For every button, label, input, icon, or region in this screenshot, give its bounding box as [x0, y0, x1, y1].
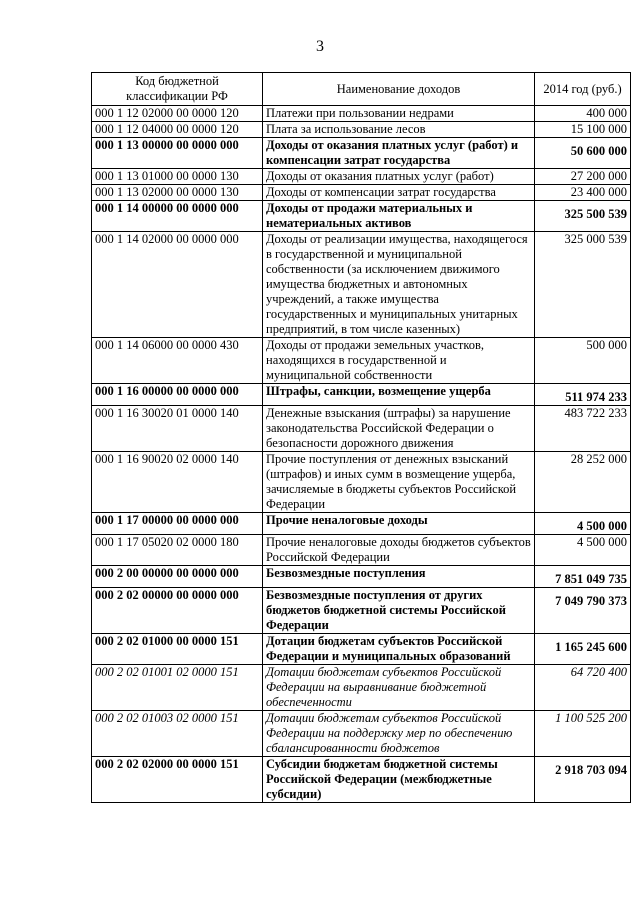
revenue-table [91, 72, 631, 803]
row-name: Дотации бюджетам субъектов Российской Федерации и муниципальных образований [263, 634, 535, 665]
row-amount: 325 500 539 [535, 201, 631, 232]
table-row [92, 757, 631, 803]
table-row [92, 384, 631, 406]
table-row [92, 169, 631, 185]
row-name: Доходы от оказания платных услуг (работ) [263, 169, 535, 185]
table-header-row [92, 73, 631, 106]
row-code: 000 1 13 00000 00 0000 000 [92, 138, 263, 169]
table-row [92, 566, 631, 588]
row-amount: 511 974 233 [535, 384, 631, 406]
row-amount: 64 720 400 [535, 665, 631, 711]
table-row [92, 711, 631, 757]
row-name: Доходы от оказания платных услуг (работ) и компенсации затрат государства [263, 138, 535, 169]
table-row [92, 406, 631, 452]
row-code: 000 1 16 30020 01 0000 140 [92, 406, 263, 452]
row-code: 000 1 16 00000 00 0000 000 [92, 384, 263, 406]
row-amount: 325 000 539 [535, 232, 631, 338]
row-name: Безвозмездные поступления от других бюджетов бюджетной системы Российской Федерации [263, 588, 535, 634]
row-amount: 2 918 703 094 [535, 757, 631, 803]
row-name: Безвозмездные поступления [263, 566, 535, 588]
row-name: Денежные взыскания (штрафы) за нарушение законодательства Российской Федерации о безопасности дорожного движения [263, 406, 535, 452]
table-row [92, 588, 631, 634]
table-row [92, 106, 631, 122]
row-amount: 483 722 233 [535, 406, 631, 452]
table-row [92, 452, 631, 513]
row-name: Прочие неналоговые доходы бюджетов субъектов Российской Федерации [263, 535, 535, 566]
row-name: Дотации бюджетам субъектов Российской Федерации на поддержку мер по обеспечению сбалансированности бюджетов [263, 711, 535, 757]
row-amount: 15 100 000 [535, 122, 631, 138]
row-name: Доходы от продажи земельных участков, находящихся в государственной и муниципальной собственности [263, 338, 535, 384]
row-amount: 4 500 000 [535, 535, 631, 566]
table-row [92, 513, 631, 535]
row-amount: 4 500 000 [535, 513, 631, 535]
row-name: Прочие поступления от денежных взысканий (штрафов) и иных сумм в возмещение ущерба, зачисляемые в бюджеты субъектов Российской Федерации [263, 452, 535, 513]
table-row [92, 338, 631, 384]
header-code: Код бюджетной классификации РФ [92, 73, 263, 106]
table-row [92, 634, 631, 665]
header-name: Наименование доходов [263, 73, 535, 106]
row-name: Доходы от реализации имущества, находящегося в государственной и муниципальной собственности (за исключением движимого имущества бюджетных и автономных учреждений, а также имущества государственных и муниципальных унитарных предприятий, в том числе казенных) [263, 232, 535, 338]
row-code: 000 2 02 01001 02 0000 151 [92, 665, 263, 711]
row-name: Штрафы, санкции, возмещение ущерба [263, 384, 535, 406]
row-name: Дотации бюджетам субъектов Российской Федерации на выравнивание бюджетной обеспеченности [263, 665, 535, 711]
row-code: 000 1 17 05020 02 0000 180 [92, 535, 263, 566]
row-name: Плата за использование лесов [263, 122, 535, 138]
table-row [92, 535, 631, 566]
row-name: Доходы от компенсации затрат государства [263, 185, 535, 201]
row-name: Платежи при пользовании недрами [263, 106, 535, 122]
row-code: 000 1 14 02000 00 0000 000 [92, 232, 263, 338]
row-name: Прочие неналоговые доходы [263, 513, 535, 535]
row-code: 000 1 12 04000 00 0000 120 [92, 122, 263, 138]
row-code: 000 1 13 01000 00 0000 130 [92, 169, 263, 185]
row-amount: 500 000 [535, 338, 631, 384]
table-row [92, 665, 631, 711]
row-amount: 1 165 245 600 [535, 634, 631, 665]
row-amount: 1 100 525 200 [535, 711, 631, 757]
row-code: 000 1 16 90020 02 0000 140 [92, 452, 263, 513]
row-code: 000 2 02 01003 02 0000 151 [92, 711, 263, 757]
row-name: Субсидии бюджетам бюджетной системы Российской Федерации (межбюджетные субсидии) [263, 757, 535, 803]
row-code: 000 1 14 00000 00 0000 000 [92, 201, 263, 232]
table-row [92, 138, 631, 169]
row-code: 000 2 02 01000 00 0000 151 [92, 634, 263, 665]
row-amount: 400 000 [535, 106, 631, 122]
row-amount: 7 049 790 373 [535, 588, 631, 634]
row-amount: 50 600 000 [535, 138, 631, 169]
row-code: 000 2 02 00000 00 0000 000 [92, 588, 263, 634]
row-amount: 27 200 000 [535, 169, 631, 185]
row-amount: 23 400 000 [535, 185, 631, 201]
row-code: 000 1 13 02000 00 0000 130 [92, 185, 263, 201]
page-number: 3 [316, 38, 324, 55]
row-code: 000 1 14 06000 00 0000 430 [92, 338, 263, 384]
table-row [92, 185, 631, 201]
table-row [92, 122, 631, 138]
row-code: 000 2 00 00000 00 0000 000 [92, 566, 263, 588]
row-code: 000 1 12 02000 00 0000 120 [92, 106, 263, 122]
row-name: Доходы от продажи материальных и нематериальных активов [263, 201, 535, 232]
row-code: 000 2 02 02000 00 0000 151 [92, 757, 263, 803]
row-amount: 7 851 049 735 [535, 566, 631, 588]
table-row [92, 201, 631, 232]
table-row [92, 232, 631, 338]
row-code: 000 1 17 00000 00 0000 000 [92, 513, 263, 535]
row-amount: 28 252 000 [535, 452, 631, 513]
header-amount: 2014 год (руб.) [535, 73, 631, 106]
